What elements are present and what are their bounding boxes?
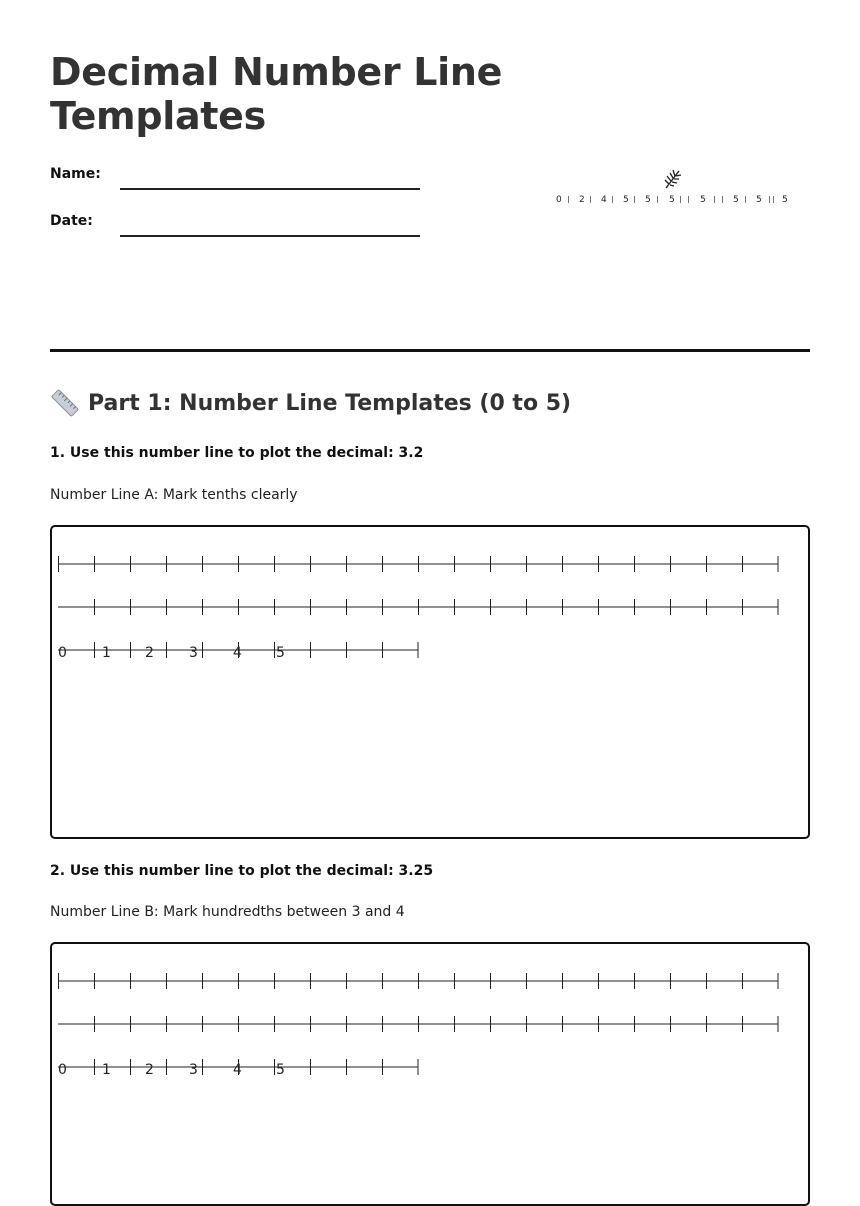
- decor-digit: 5: [782, 195, 788, 205]
- decor-tick: [688, 196, 689, 203]
- tick-label: 3: [189, 1062, 198, 1078]
- decor-digit: 5: [623, 195, 629, 205]
- decor-digit: 5: [669, 195, 675, 205]
- number-line-a: [58, 555, 798, 684]
- tick-label: 1: [102, 645, 111, 661]
- tick-label: 2: [145, 1062, 154, 1078]
- tick-label: 1: [102, 1062, 111, 1078]
- page-title: Decimal Number Line Templates: [50, 50, 503, 138]
- number-line-row: [58, 1058, 798, 1076]
- decor-digit: 5: [645, 195, 651, 205]
- decor-tick: [769, 196, 770, 203]
- tick-label: 0: [58, 1062, 67, 1078]
- tick-label: 4: [233, 645, 242, 661]
- name-line: [120, 188, 420, 190]
- ruler-icon: [50, 388, 80, 418]
- decor-tick: [634, 196, 635, 203]
- question-2-prompt: 2. Use this number line to plot the decimal: 3.25: [50, 863, 434, 879]
- tick-label: 2: [145, 645, 154, 661]
- decor-digit: 5: [700, 195, 706, 205]
- tick-label: 4: [233, 1062, 242, 1078]
- date-line: [120, 235, 420, 237]
- number-line-row: [58, 555, 798, 573]
- decor-tick: [568, 196, 569, 203]
- date-label: Date:: [50, 213, 93, 229]
- decorative-scale: [550, 168, 795, 208]
- section-divider: [50, 349, 810, 352]
- tick-label: 5: [276, 645, 285, 661]
- name-label: Name:: [50, 166, 101, 182]
- number-line-box-a[interactable]: [50, 525, 810, 839]
- number-line-row: [58, 641, 798, 659]
- question-2-subtitle: Number Line B: Mark hundredths between 3 and 4: [50, 904, 405, 920]
- number-line-row: [58, 1015, 798, 1033]
- decor-digit: 5: [733, 195, 739, 205]
- decor-tick: [745, 196, 746, 203]
- tick-label: 5: [276, 1062, 285, 1078]
- number-line-box-b[interactable]: [50, 942, 810, 1206]
- decor-tick: [590, 196, 591, 203]
- part1-heading: [50, 388, 571, 418]
- decor-tick: [773, 196, 774, 203]
- number-line-b: [58, 972, 798, 1101]
- decor-tick: [714, 196, 715, 203]
- number-line-row: [58, 598, 798, 616]
- question-1-subtitle: Number Line A: Mark tenths clearly: [50, 487, 298, 503]
- decor-digit: 0: [556, 195, 562, 205]
- tick-label: 0: [58, 645, 67, 661]
- worksheet-page: [50, 0, 810, 1161]
- decor-digit: 2: [579, 195, 585, 205]
- tick-label: 3: [189, 645, 198, 661]
- fern-leaf-icon: [662, 168, 684, 190]
- decor-tick: [612, 196, 613, 203]
- question-1-prompt: 1. Use this number line to plot the decimal: 3.2: [50, 445, 424, 461]
- number-line-row: [58, 972, 798, 990]
- decor-tick: [722, 196, 723, 203]
- decor-tick: [680, 196, 681, 203]
- part1-heading-text: Part 1: Number Line Templates (0 to 5): [88, 390, 572, 416]
- decor-digit: 4: [601, 195, 607, 205]
- decor-tick: [657, 196, 658, 203]
- decor-digit: 5: [756, 195, 762, 205]
